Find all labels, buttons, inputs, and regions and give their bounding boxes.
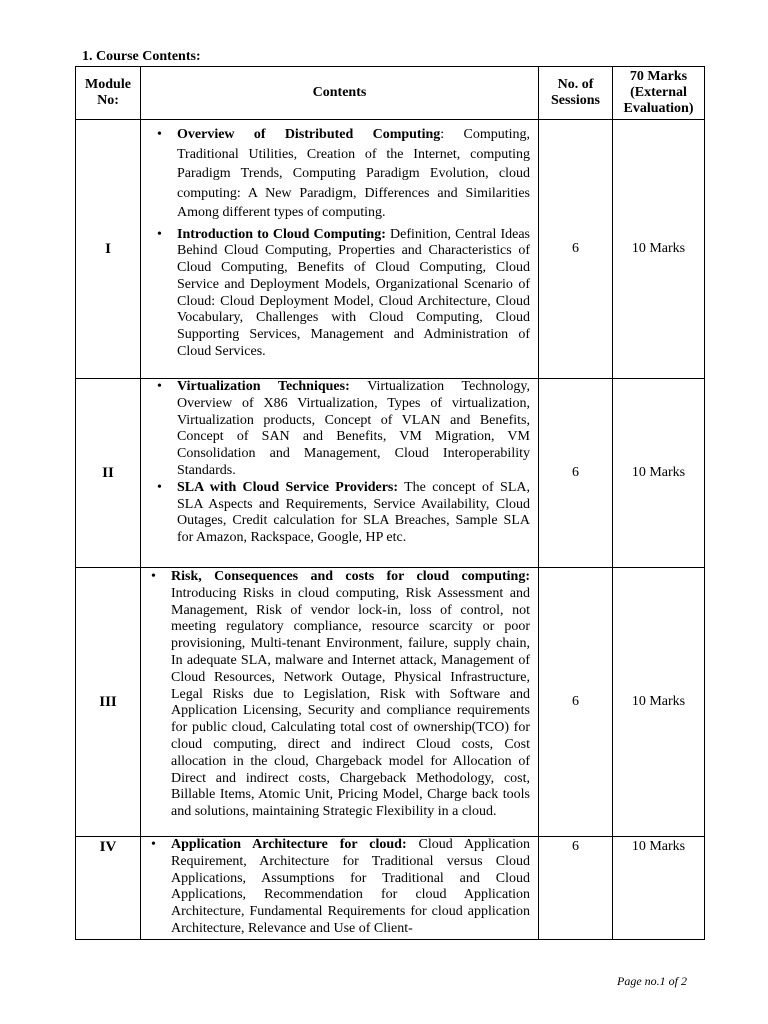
list-item: • Overview of Distributed Computing: Computing, Traditional Utilities, Creation of the Internet, computing Paradigm Trends, Computing Paradigm Evolution, cloud computing: A New Paradigm, Differences and Similarities Among different types of computing.: [177, 125, 530, 223]
sessions-count: 6: [539, 837, 613, 940]
list-item: • SLA with Cloud Service Providers: The concept of SLA, SLA Aspects and Requirements, Service Availability, Cloud Outages, Credit calculation for SLA Breaches, Sample SLA for Amazon, Rackspace, Google, HP etc.: [177, 480, 530, 547]
module-number: II: [76, 379, 141, 568]
table-row: [76, 120, 705, 379]
sessions-count: 6: [539, 568, 613, 837]
header-marks: 70 Marks (External Evaluation): [613, 67, 705, 120]
module-number: IV: [76, 837, 141, 940]
table-row: [76, 379, 705, 568]
contents-cell: [141, 837, 539, 940]
sessions-count: 6: [539, 379, 613, 568]
list-item: • Virtualization Techniques: Virtualization Technology, Overview of X86 Virtualization, Types of virtualization, Virtualization products, Concept of VLAN and Benefits, Concept of SAN and Benefits, VM Migration, VM Consolidation and Management, Cloud Interoperability Standards.: [177, 379, 530, 480]
section-heading: 1. Course Contents:: [82, 49, 201, 64]
contents-cell: [141, 120, 539, 379]
marks-value: 10 Marks: [613, 379, 705, 568]
module-number: I: [76, 120, 141, 379]
list-item: • Application Architecture for cloud: Cloud Application Requirement, Architecture for Traditional versus Cloud Applications, Assumptions for Traditional and Cloud Applications, Recommendation for cloud Application Architecture, Fundamental Requirements for cloud application Architecture, Relevance and Use of Client-: [171, 837, 530, 938]
list-item: • Risk, Consequences and costs for cloud computing: Introducing Risks in cloud computing, Risk Assessment and Management, Risk of vendor lock-in, loss of control, not meeting regulatory compliance, resource scarcity or poor provisioning, Multi-tenant Environment, failure, supply chain, In adequate SLA, malware and Internet attack, Management of Cloud Resources, Network Outage, Physical Infrastructure, Legal Risks due to Legislation, Risk with Software and Application Licensing, Security and compliance requirements for public cloud, Calculating total cost of ownership(TCO) for cloud computing, direct and indirect Cloud costs, Cost allocation in the cloud, Chargeback model for Allocation of Direct and indirect costs, Chargeback Methodology, cost, Billable Items, Atomic Unit, Pricing Model, Charge back tools and solutions, maintaining Strategic Flexibility in a cloud.: [171, 569, 530, 821]
table-row: [76, 837, 705, 940]
marks-value: 10 Marks: [613, 837, 705, 940]
list-item: • Introduction to Cloud Computing: Definition, Central Ideas Behind Cloud Computing, Properties and Characteristics of Cloud Computing, Benefits of Cloud Computing, Cloud Service and Deployment Models, Organizational Scenario of Cloud: Cloud Deployment Model, Cloud Architecture, Cloud Vocabulary, Challenges with Cloud Computing, Cloud Supporting Services, Management and Administration of Cloud Services.: [177, 227, 530, 361]
table-row: [76, 568, 705, 837]
marks-value: 10 Marks: [613, 568, 705, 837]
contents-cell: [141, 568, 539, 837]
table-header-row: [76, 67, 705, 120]
header-contents: Contents: [141, 67, 539, 120]
contents-cell: [141, 379, 539, 568]
course-contents-table: [75, 66, 705, 940]
module-number: III: [76, 568, 141, 837]
header-sessions: No. of Sessions: [539, 67, 613, 120]
page-number: Page no.1 of 2: [617, 974, 687, 988]
sessions-count: 6: [539, 120, 613, 379]
header-module: Module No:: [76, 67, 141, 120]
marks-value: 10 Marks: [613, 120, 705, 379]
